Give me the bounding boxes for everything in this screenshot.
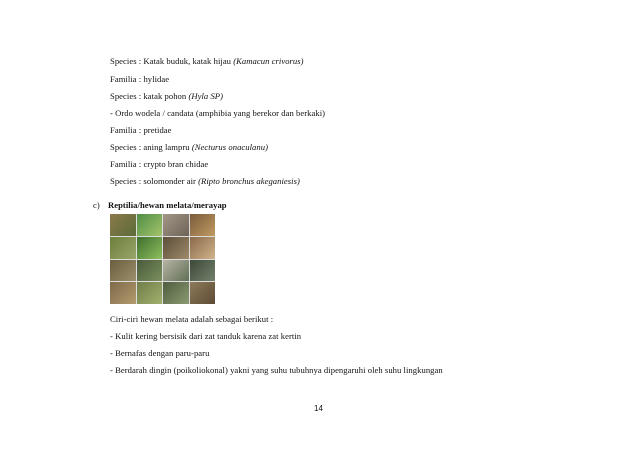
reptile-photo — [163, 214, 189, 236]
feature-item: - Bernafas dengan paru-paru — [110, 348, 210, 358]
reptile-photo — [137, 237, 163, 259]
reptile-photo — [190, 237, 216, 259]
reptile-photo — [163, 282, 189, 304]
reptile-photo — [190, 260, 216, 282]
species-line: Species : solomonder air (Ripto bronchus akeganiesis) — [110, 176, 300, 186]
reptile-photo — [110, 237, 136, 259]
section-heading — [93, 200, 227, 210]
reptile-photo — [190, 214, 216, 236]
reptile-photo — [163, 260, 189, 282]
species-line: Species : aning lampru (Necturus onaculanu) — [110, 142, 269, 152]
features-intro: Ciri-ciri hewan melata adalah sebagai berikut : — [110, 314, 274, 324]
reptile-photo — [190, 282, 216, 304]
familia-line: Familia : pretidae — [110, 125, 172, 135]
reptile-photo — [110, 282, 136, 304]
feature-item: - Berdarah dingin (poikoliokonal) yakni yang suhu tubuhnya dipengaruhi oleh suhu lingkungan — [110, 365, 443, 375]
species-line: Species : Katak buduk, katak hijau (Kamacun crivorus) — [110, 56, 304, 66]
ordo-line: - Ordo wodela / candata (amphibia yang berekor dan berkaki) — [110, 108, 326, 118]
familia-line: Familia : crypto bran chidae — [110, 159, 209, 169]
reptile-photo — [137, 260, 163, 282]
section-marker: c) — [93, 200, 100, 210]
familia-line: Familia : hylidae — [110, 74, 170, 84]
reptile-photo-collage — [110, 214, 215, 304]
section-title: Reptilia/hewan melata/merayap — [107, 200, 227, 210]
reptile-photo — [137, 282, 163, 304]
feature-item: - Kulit kering bersisik dari zat tanduk karena zat kertin — [110, 331, 302, 341]
reptile-photo — [163, 237, 189, 259]
species-line: Species : katak pohon (Hyla SP) — [110, 91, 224, 101]
reptile-photo — [137, 214, 163, 236]
page-number: 14 — [314, 404, 323, 413]
reptile-photo — [110, 260, 136, 282]
reptile-photo — [110, 214, 136, 236]
